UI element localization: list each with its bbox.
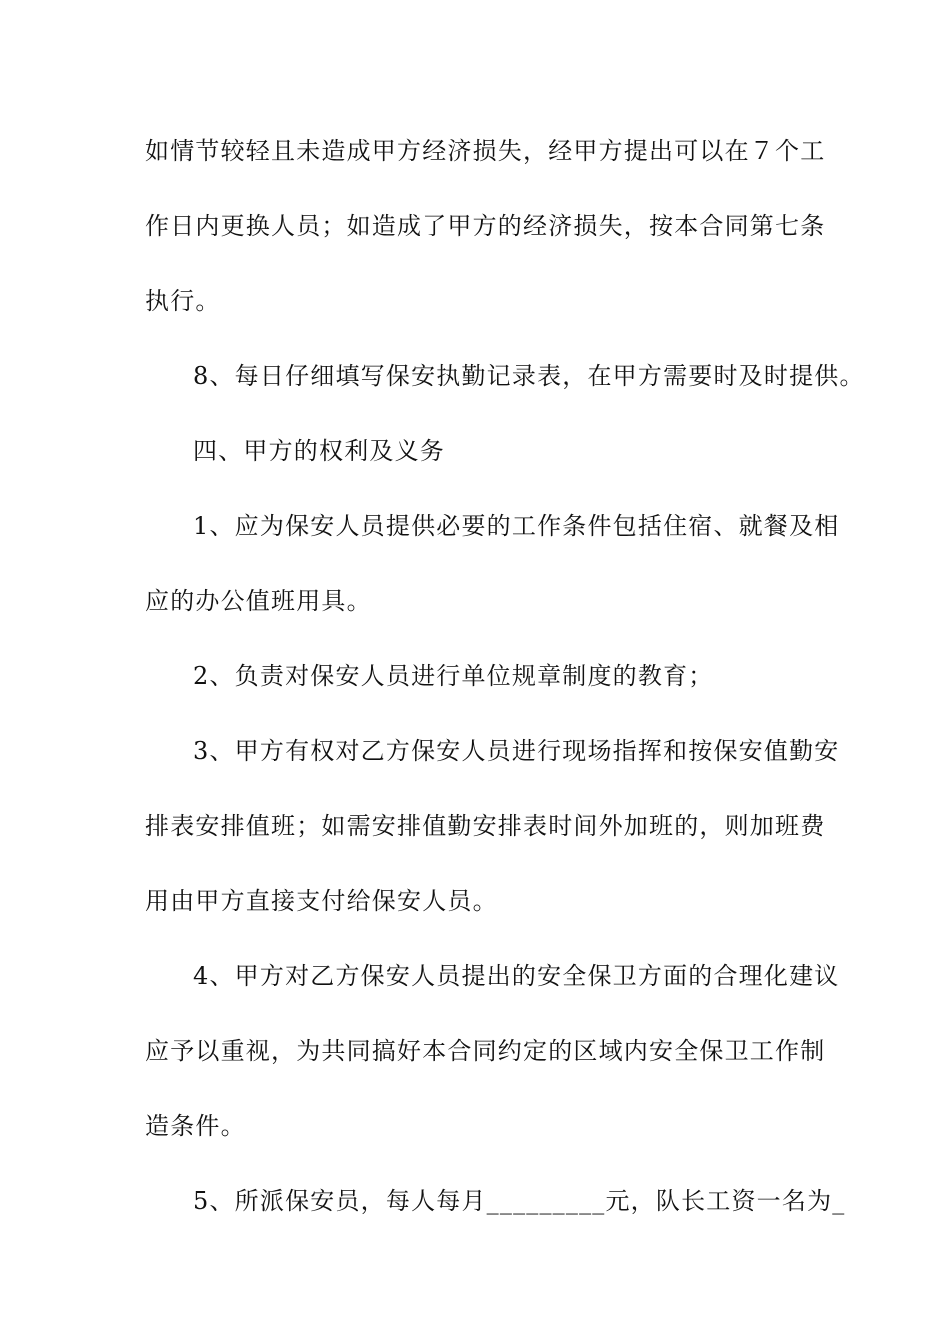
clause-2-line: 2、负责对保安人员进行单位规章制度的教育； xyxy=(193,662,714,690)
paragraph-line: 执行。 xyxy=(145,287,221,315)
clause-3-line: 3、甲方有权对乙方保安人员进行现场指挥和按保安值勤安 xyxy=(193,737,840,765)
paragraph-line: 排表安排值班；如需安排值勤安排表时间外加班的，则加班费 xyxy=(145,812,826,840)
paragraph-line: 应的办公值班用具。 xyxy=(145,587,372,615)
section-heading: 四、甲方的权利及义务 xyxy=(193,437,445,465)
paragraph-line: 作日内更换人员；如造成了甲方的经济损失，按本合同第七条 xyxy=(145,212,826,240)
clause-8-line: 8、每日仔细填写保安执勤记录表，在甲方需要时及时提供。 xyxy=(193,362,865,390)
paragraph-line: 造条件。 xyxy=(145,1112,246,1140)
clause-4-line: 4、甲方对乙方保安人员提出的安全保卫方面的合理化建议 xyxy=(193,962,840,990)
paragraph-line: 如情节较轻且未造成甲方经济损失，经甲方提出可以在７个工 xyxy=(145,137,826,165)
paragraph-line: 应予以重视，为共同搞好本合同约定的区域内安全保卫工作制 xyxy=(145,1037,826,1065)
clause-1-line: 1、应为保安人员提供必要的工作条件包括住宿、就餐及相 xyxy=(193,512,840,540)
paragraph-line: 用由甲方直接支付给保安人员。 xyxy=(145,887,498,915)
clause-5-line: 5、所派保安员，每人每月_________元，队长工资一名为_ xyxy=(193,1187,846,1215)
